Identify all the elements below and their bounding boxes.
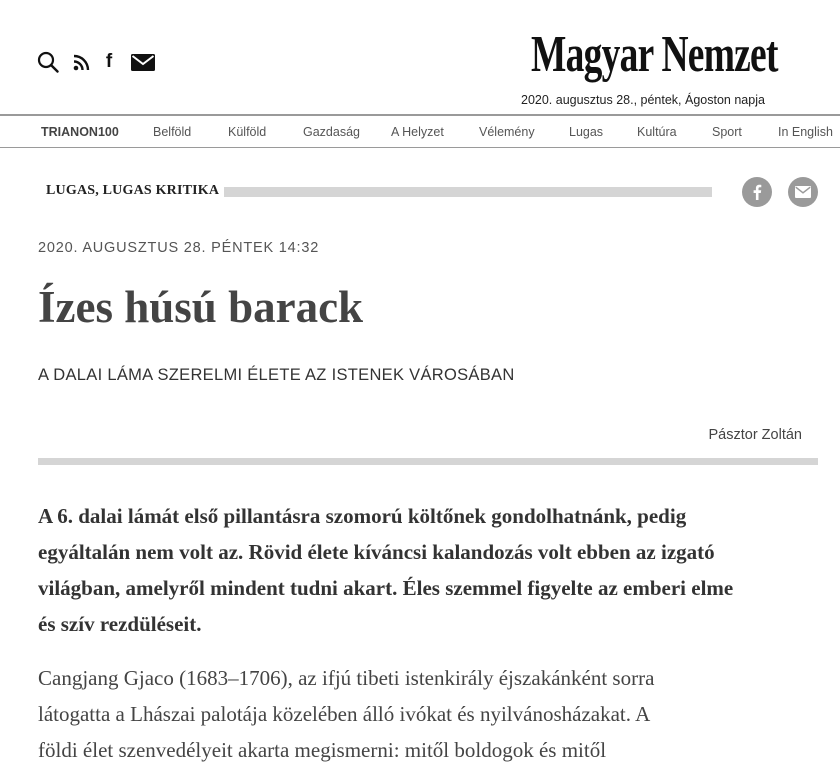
rss-icon[interactable]	[72, 53, 90, 71]
facebook-icon[interactable]: f	[105, 51, 113, 72]
mail-icon[interactable]	[130, 53, 156, 71]
article-author[interactable]: Pásztor Zoltán	[708, 427, 802, 443]
lead-line: világban, amelyről mindent tudni akart. Éles szemmel figyelte az emberi elme	[38, 576, 734, 600]
facebook-share-icon[interactable]	[742, 177, 772, 207]
header-icons	[36, 50, 156, 74]
article-subtitle: A DALAI LÁMA SZERELMI ÉLETE AZ ISTENEK VÁROSÁBAN	[38, 366, 515, 384]
nav-item-velemeny[interactable]: Vélemény	[479, 125, 535, 139]
site-logo[interactable]: Magyar Nemzet	[531, 26, 778, 83]
nav-item-belfold[interactable]: Belföld	[153, 125, 192, 139]
nav-item-gazdasag[interactable]: Gazdaság	[303, 125, 360, 139]
article-title: Ízes húsú barack	[38, 282, 364, 332]
lead-line: és szív rezdüléseit.	[38, 612, 202, 636]
nav-item-kultura[interactable]: Kultúra	[637, 125, 677, 139]
header-dateline: 2020. augusztus 28., péntek, Ágoston napja	[521, 93, 765, 107]
lead-line: egyáltalán nem volt az. Rövid élete kíváncsi kalandozás volt ebben az izgató	[38, 540, 715, 564]
nav-item-a-helyzet[interactable]: A Helyzet	[391, 125, 444, 139]
site-header	[0, 0, 840, 112]
article-date: 2020. AUGUSZTUS 28. PÉNTEK 14:32	[38, 240, 320, 256]
search-icon[interactable]	[36, 50, 60, 74]
lead-line: A 6. dalai lámát első pillantásra szomorú költőnek gondolhatnánk, pedig	[38, 504, 687, 528]
article-divider	[38, 458, 818, 465]
article-lead	[38, 498, 828, 642]
nav-item-in-english[interactable]: In English	[778, 125, 833, 139]
body-line: földi élet szenvedélyeit akarta megismerni: mitől boldogok és mitől	[38, 738, 607, 762]
article-body	[38, 660, 828, 768]
nav-item-kulfold[interactable]: Külföld	[228, 125, 267, 139]
nav-item-trianon100[interactable]: TRIANON100	[41, 125, 119, 139]
main-nav	[0, 114, 840, 148]
email-share-icon[interactable]	[788, 177, 818, 207]
body-line: látogatta a Lhászai palotája közelében álló ivókat és nyilvánosházakat. A	[38, 702, 651, 726]
nav-item-lugas[interactable]: Lugas	[569, 125, 604, 139]
body-line: Cangjang Gjaco (1683–1706), az ifjú tibeti istenkirály éjszakánként sorra	[38, 666, 655, 690]
article-category[interactable]: LUGAS, LUGAS KRITIKA	[46, 183, 220, 198]
category-divider	[224, 187, 712, 197]
nav-item-sport[interactable]: Sport	[712, 125, 742, 139]
